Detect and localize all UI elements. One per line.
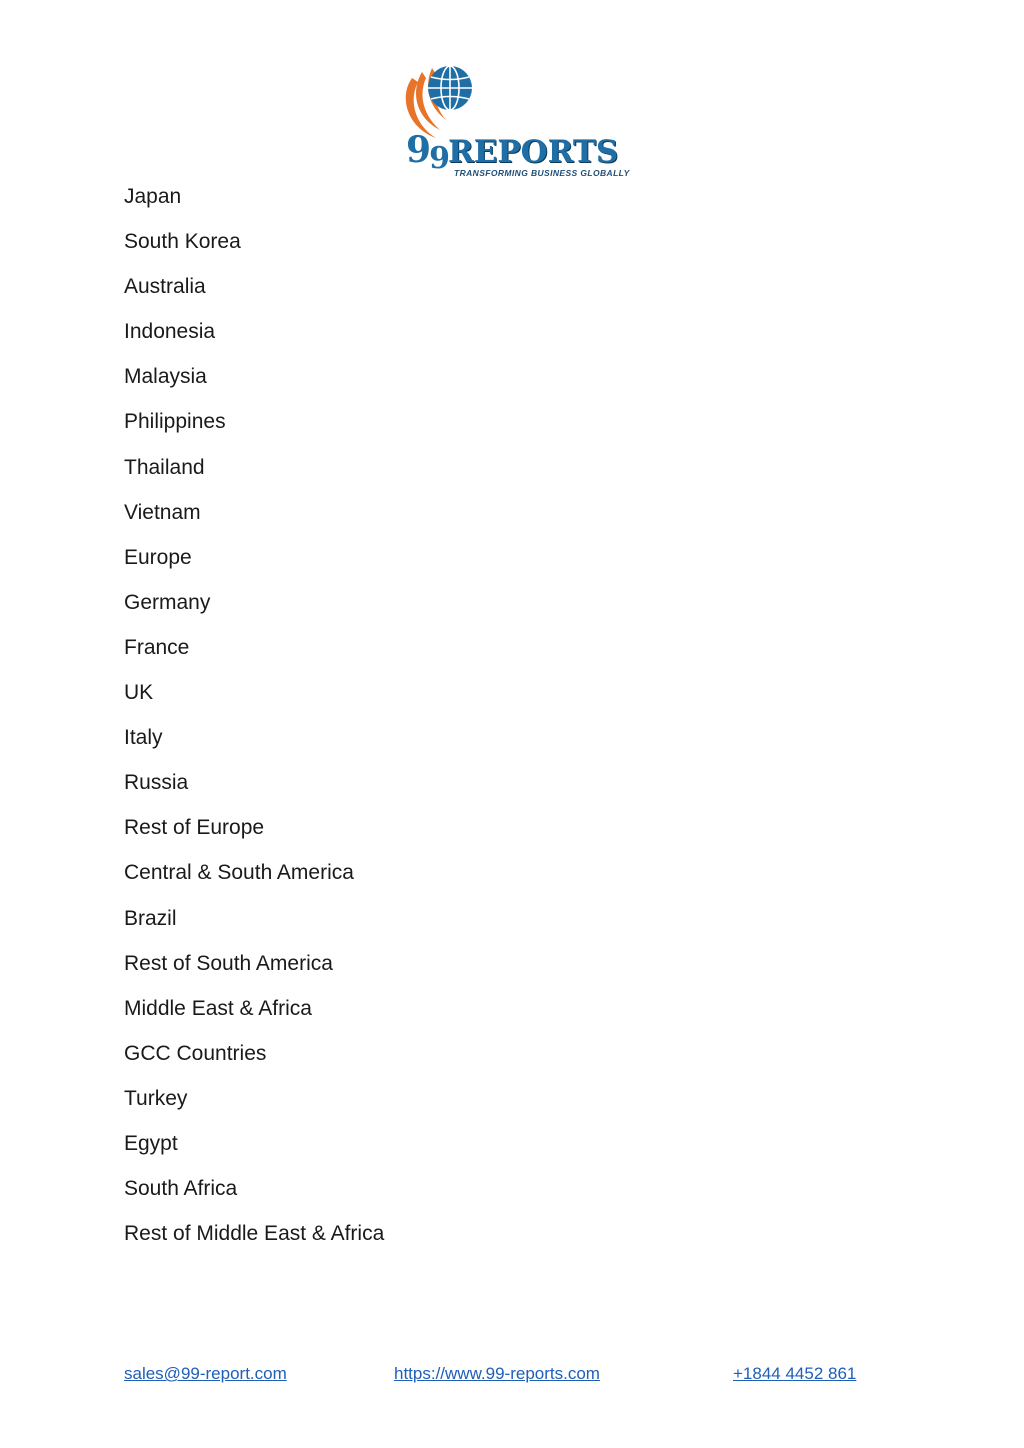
- list-item: Germany: [124, 590, 211, 614]
- region-list: [124, 180, 384, 1262]
- logo-tagline: TRANSFORMING BUSINESS GLOBALLY: [454, 168, 630, 178]
- logo-name: REPORTS: [447, 134, 619, 170]
- list-item: Malaysia: [124, 365, 207, 389]
- list-item: GCC Countries: [124, 1041, 267, 1065]
- logo-number: 99: [406, 129, 448, 176]
- list-item: South Korea: [124, 230, 241, 254]
- list-item: Indonesia: [124, 320, 216, 344]
- list-item: Russia: [124, 771, 189, 795]
- list-item: Brazil: [124, 906, 177, 930]
- company-logo: [402, 58, 630, 184]
- footer-website-link[interactable]: https://www.99-reports.com: [394, 1364, 600, 1383]
- list-item: Japan: [124, 185, 182, 208]
- footer-email-link[interactable]: sales@99-report.com: [124, 1364, 287, 1383]
- list-item: Rest of Middle East & Africa: [124, 1222, 385, 1246]
- list-item: Middle East & Africa: [124, 996, 312, 1020]
- list-item: France: [124, 635, 190, 659]
- list-item: South Africa: [124, 1177, 238, 1201]
- list-item: Europe: [124, 545, 192, 569]
- list-item: Philippines: [124, 410, 226, 434]
- list-item: Vietnam: [124, 500, 201, 524]
- list-item: Turkey: [124, 1086, 188, 1110]
- list-item: UK: [124, 681, 154, 705]
- footer-phone-link[interactable]: +1844 4452 861: [733, 1364, 857, 1383]
- list-item: Egypt: [124, 1131, 178, 1155]
- list-item: Rest of South America: [124, 951, 333, 975]
- list-item: Australia: [124, 275, 206, 299]
- list-item: Rest of Europe: [124, 816, 265, 840]
- list-item: Italy: [124, 726, 163, 750]
- globe-logo-icon: [402, 58, 482, 140]
- list-item: Central & South America: [124, 861, 354, 885]
- list-item: Thailand: [124, 455, 205, 479]
